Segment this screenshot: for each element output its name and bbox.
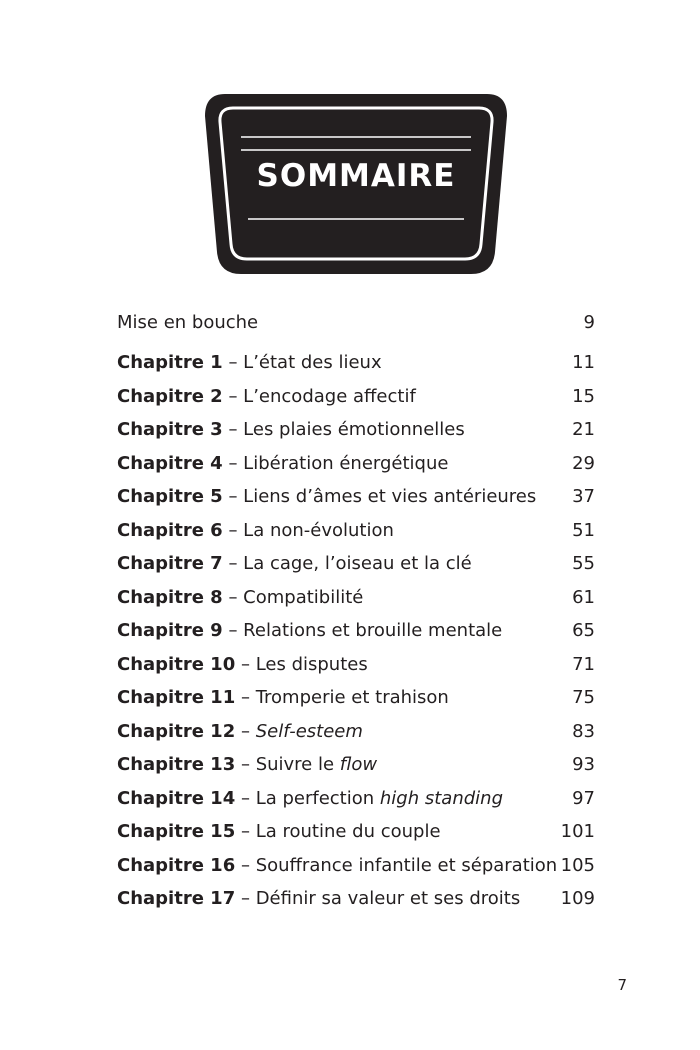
chapter-title: flow: [339, 754, 378, 775]
toc-page-number: 21: [572, 419, 595, 440]
chapter-number: Chapitre 17: [117, 888, 236, 909]
chapter-title: L’état des lieux: [243, 352, 382, 373]
toc-page-number: 29: [572, 452, 595, 474]
chapter-title: La non-évolution: [243, 519, 394, 541]
chapter-title: Mise en bouche: [117, 312, 259, 333]
chapter-title: La cage, l’oiseau et la clé: [243, 553, 472, 574]
chapter-number: Chapitre 7: [117, 553, 223, 574]
toc-entry-title: Chapitre 4 – Libération énergétique: [117, 452, 449, 474]
toc-page-number: 105: [560, 854, 595, 876]
toc-page-number: 71: [572, 653, 595, 675]
chapter-number: Chapitre 10: [117, 653, 236, 675]
toc-entry-title: Chapitre 10 – Les disputes: [117, 653, 368, 675]
chapter-title: Tromperie et trahison: [255, 687, 449, 708]
chapter-number: Chapitre 1: [117, 352, 223, 373]
chapter-title: Libération énergétique: [243, 452, 449, 474]
toc-page-number: 101: [560, 821, 595, 842]
toc-entry-title: Chapitre 9 – Relations et brouille mentale: [117, 620, 503, 641]
toc-page-number: 37: [572, 486, 595, 507]
toc-page-number: 15: [572, 385, 595, 407]
chapter-number: Chapitre 3: [117, 419, 223, 440]
chapter-title: Les plaies émotionnelles: [243, 419, 465, 440]
toc-entry-title: Chapitre 8 – Compatibilité: [117, 586, 364, 608]
chapter-number: Chapitre 6: [117, 519, 223, 541]
toc-page-number: 93: [572, 754, 595, 775]
table-of-contents: [117, 312, 595, 922]
toc-entry: [117, 419, 595, 453]
toc-page-number: 9: [583, 312, 595, 333]
page-number: 7: [617, 976, 627, 994]
toc-entry-title: Chapitre 17 – Définir sa valeur et ses droits: [117, 888, 521, 909]
toc-page-number: 11: [572, 352, 595, 373]
toc-page-number: 75: [572, 687, 595, 708]
toc-entry-title: Chapitre 5 – Liens d’âmes et vies antérieures: [117, 486, 537, 507]
chapter-title: Suivre le: [255, 754, 340, 775]
toc-page-number: 61: [572, 586, 595, 608]
toc-entry: [117, 352, 595, 386]
chapter-title: Self-esteem: [255, 720, 363, 742]
chapter-number: Chapitre 2: [117, 385, 223, 407]
chapter-number: Chapitre 13: [117, 754, 236, 775]
chapter-title: Relations et brouille mentale: [243, 620, 503, 641]
toc-entry-title: Chapitre 13 – Suivre le flow: [117, 754, 378, 775]
toc-entry: [117, 754, 595, 788]
toc-entry-title: Chapitre 11 – Tromperie et trahison: [117, 687, 449, 708]
chapter-number: Chapitre 8: [117, 586, 223, 608]
toc-entry-title: Chapitre 7 – La cage, l’oiseau et la clé: [117, 553, 472, 574]
toc-entry-title: Chapitre 12 – Self-esteem: [117, 720, 363, 742]
toc-entry: [117, 687, 595, 721]
toc-page-number: 97: [572, 787, 595, 809]
toc-entry: [117, 386, 595, 420]
toc-entry-title: Chapitre 2 – L’encodage affectif: [117, 385, 416, 407]
chapter-number: Chapitre 12: [117, 720, 236, 742]
toc-page-number: 83: [572, 720, 595, 742]
toc-entry: [117, 553, 595, 587]
toc-entry: [117, 587, 595, 621]
toc-entry: [117, 821, 595, 855]
toc-page-number: 55: [572, 553, 595, 574]
chapter-number: Chapitre 4: [117, 452, 223, 474]
chapter-title: Compatibilité: [243, 586, 364, 608]
toc-entry-title: Chapitre 3 – Les plaies émotionnelles: [117, 419, 465, 440]
chapter-number: Chapitre 5: [117, 486, 223, 507]
chapter-title: Souffrance infantile et séparation: [255, 854, 558, 876]
chapter-title: Liens d’âmes et vies antérieures: [243, 486, 537, 507]
toc-page-number: 109: [560, 888, 595, 909]
chapter-number: Chapitre 9: [117, 620, 223, 641]
toc-entry-title: Chapitre 1 – L’état des lieux: [117, 352, 382, 373]
chapter-number: Chapitre 14: [117, 787, 236, 809]
toc-entry: [117, 888, 595, 922]
toc-entry: [117, 721, 595, 755]
chapter-number: Chapitre 11: [117, 687, 236, 708]
toc-entry: [117, 486, 595, 520]
toc-page-number: 65: [572, 620, 595, 641]
chapter-title: high standing: [379, 787, 503, 809]
toc-entry: [117, 654, 595, 688]
toc-entry: [117, 520, 595, 554]
chapter-number: Chapitre 16: [117, 854, 236, 876]
toc-entry-title: Chapitre 14 – La perfection high standing: [117, 787, 503, 809]
toc-entry: [117, 855, 595, 889]
chapter-title: L’encodage affectif: [243, 385, 416, 407]
toc-entry-title: [117, 312, 258, 333]
chapter-number: Chapitre 15: [117, 821, 236, 842]
chapter-title: La perfection: [255, 787, 380, 809]
toc-entry-title: Chapitre 6 – La non-évolution: [117, 519, 394, 541]
toc-entry: [117, 453, 595, 487]
toc-entry-title: Chapitre 16 – Souffrance infantile et séparation: [117, 854, 558, 876]
chapter-title: Les disputes: [255, 653, 368, 675]
toc-entry: [117, 312, 595, 346]
toc-page-number: 51: [572, 519, 595, 541]
page-title: SOMMAIRE: [256, 158, 456, 194]
chapter-title: La routine du couple: [255, 821, 441, 842]
toc-entry: [117, 620, 595, 654]
chapter-title: Définir sa valeur et ses droits: [255, 888, 521, 909]
toc-entry-title: Chapitre 15 – La routine du couple: [117, 821, 441, 842]
toc-entry: [117, 788, 595, 822]
